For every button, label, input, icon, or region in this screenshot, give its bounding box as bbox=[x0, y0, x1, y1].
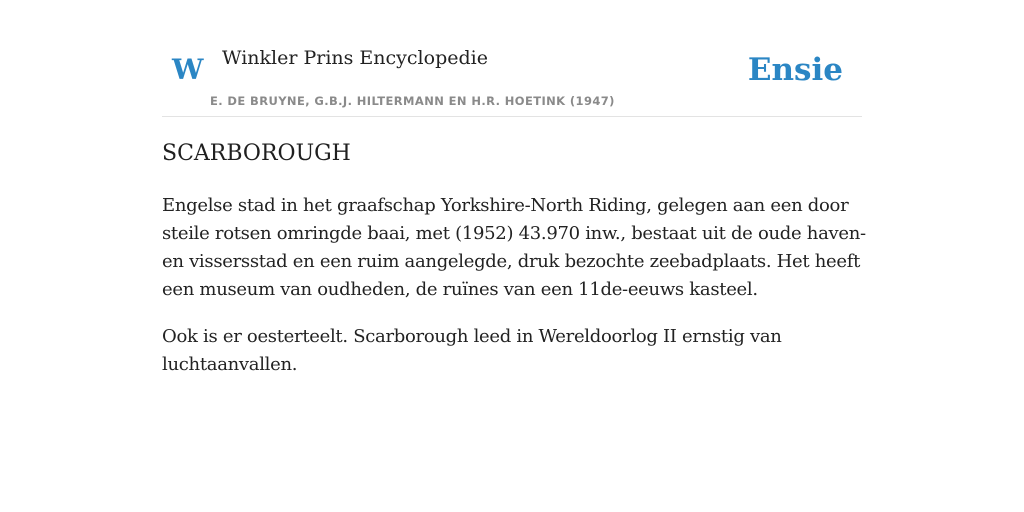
winkler-prins-logo[interactable]: W bbox=[172, 53, 204, 86]
article-paragraph: Engelse stad in het graafschap Yorkshire-North Riding, gelegen aan een door steile rotsen omringde baai, met (1952) 43.970 inw., bestaat uit de oude haven- en vissersstad en een ruim aangelegde, druk bezochte zeebadplaats. Het heeft een museum van oudheden, de ruïnes van een 11de-eeuws kasteel. bbox=[162, 195, 866, 300]
encyclopedia-title[interactable]: Winkler Prins Encyclopedie bbox=[222, 47, 488, 69]
ensie-logo[interactable]: Ensie bbox=[747, 52, 843, 88]
site-header bbox=[162, 0, 862, 117]
article bbox=[162, 136, 872, 379]
article-paragraph: Ook is er oesterteelt. Scarborough leed in Wereldoorlog II ernstig van luchtaanvallen. bbox=[162, 326, 782, 375]
encyclopedia-authors: E. DE BRUYNE, G.B.J. HILTERMANN EN H.R. HOETINK (1947) bbox=[210, 94, 615, 108]
article-title: SCARBOROUGH bbox=[162, 141, 351, 166]
